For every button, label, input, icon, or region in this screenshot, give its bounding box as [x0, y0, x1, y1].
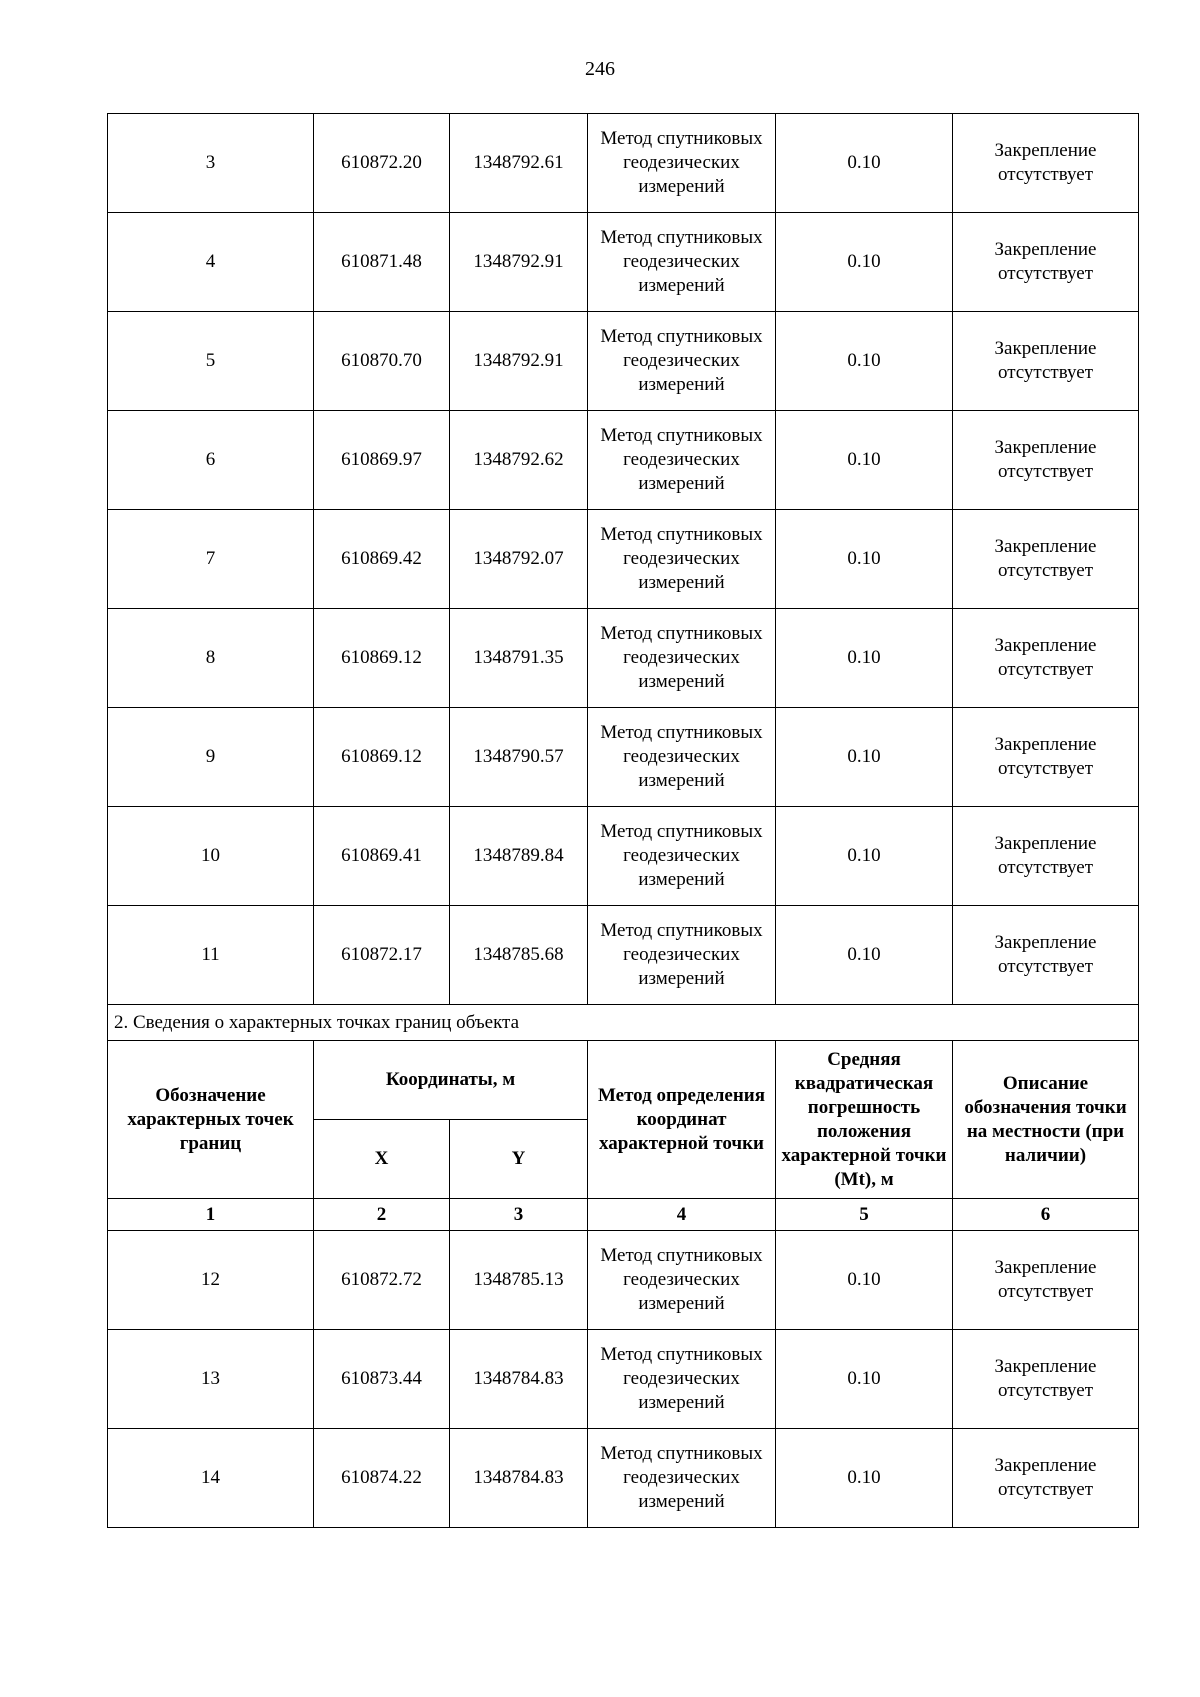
coordinate-y: 1348792.91 — [450, 312, 588, 411]
fixing-cell: Закрепление отсутствует — [953, 510, 1139, 609]
point-number: 5 — [108, 312, 314, 411]
error-cell: 0.10 — [776, 708, 953, 807]
column-number: 2 — [314, 1199, 450, 1231]
coordinate-y: 1348789.84 — [450, 807, 588, 906]
table-row — [108, 114, 1139, 213]
point-number: 3 — [108, 114, 314, 213]
fixing-cell: Закрепление отсутствует — [953, 213, 1139, 312]
point-number: 12 — [108, 1231, 314, 1330]
header-coordinates: Координаты, м — [314, 1041, 588, 1120]
fixing-cell: Закрепление отсутствует — [953, 114, 1139, 213]
fixing-cell: Закрепление отсутствует — [953, 312, 1139, 411]
point-number: 14 — [108, 1429, 314, 1528]
method-cell: Метод спутниковых геодезических измерений — [588, 906, 776, 1005]
method-cell: Метод спутниковых геодезических измерений — [588, 609, 776, 708]
fixing-cell: Закрепление отсутствует — [953, 906, 1139, 1005]
table-row — [108, 1429, 1139, 1528]
point-number: 6 — [108, 411, 314, 510]
fixing-cell: Закрепление отсутствует — [953, 411, 1139, 510]
error-cell: 0.10 — [776, 609, 953, 708]
fixing-cell: Закрепление отсутствует — [953, 609, 1139, 708]
method-cell: Метод спутниковых геодезических измерений — [588, 1429, 776, 1528]
table-body-bottom — [108, 1231, 1139, 1528]
section-title-row — [108, 1005, 1139, 1041]
coordinate-x: 610872.17 — [314, 906, 450, 1005]
header-error: Средняя квадратическая погрешность положения характерной точки (Mt), м — [776, 1041, 953, 1199]
table-row — [108, 1330, 1139, 1429]
coordinate-y: 1348785.68 — [450, 906, 588, 1005]
table-row — [108, 1231, 1139, 1330]
method-cell: Метод спутниковых геодезических измерений — [588, 1330, 776, 1429]
point-number: 9 — [108, 708, 314, 807]
method-cell: Метод спутниковых геодезических измерений — [588, 1231, 776, 1330]
coordinate-x: 610869.41 — [314, 807, 450, 906]
method-cell: Метод спутниковых геодезических измерений — [588, 114, 776, 213]
coordinate-x: 610872.20 — [314, 114, 450, 213]
table-row — [108, 213, 1139, 312]
coordinate-x: 610874.22 — [314, 1429, 450, 1528]
fixing-cell: Закрепление отсутствует — [953, 1231, 1139, 1330]
error-cell: 0.10 — [776, 510, 953, 609]
point-number: 11 — [108, 906, 314, 1005]
table-row — [108, 510, 1139, 609]
column-number: 3 — [450, 1199, 588, 1231]
error-cell: 0.10 — [776, 906, 953, 1005]
error-cell: 0.10 — [776, 1330, 953, 1429]
table-row — [108, 609, 1139, 708]
method-cell: Метод спутниковых геодезических измерений — [588, 411, 776, 510]
column-numbers-row — [108, 1199, 1139, 1231]
table-row — [108, 708, 1139, 807]
error-cell: 0.10 — [776, 114, 953, 213]
error-cell: 0.10 — [776, 213, 953, 312]
coordinate-y: 1348792.07 — [450, 510, 588, 609]
table-row — [108, 411, 1139, 510]
header-designation: Обозначение характерных точек границ — [108, 1041, 314, 1199]
fixing-cell: Закрепление отсутствует — [953, 807, 1139, 906]
table-row — [108, 807, 1139, 906]
column-number: 5 — [776, 1199, 953, 1231]
coordinate-x: 610869.97 — [314, 411, 450, 510]
point-number: 4 — [108, 213, 314, 312]
point-number: 8 — [108, 609, 314, 708]
method-cell: Метод спутниковых геодезических измерений — [588, 708, 776, 807]
coordinate-y: 1348784.83 — [450, 1330, 588, 1429]
coordinate-x: 610869.42 — [314, 510, 450, 609]
coordinate-x: 610869.12 — [314, 708, 450, 807]
coordinate-y: 1348785.13 — [450, 1231, 588, 1330]
coordinate-y: 1348792.61 — [450, 114, 588, 213]
column-number: 1 — [108, 1199, 314, 1231]
error-cell: 0.10 — [776, 312, 953, 411]
header-x: X — [314, 1120, 450, 1199]
coordinate-x: 610871.48 — [314, 213, 450, 312]
coordinate-x: 610872.72 — [314, 1231, 450, 1330]
fixing-cell: Закрепление отсутствует — [953, 708, 1139, 807]
table-body-top — [108, 114, 1139, 1005]
coordinate-y: 1348792.62 — [450, 411, 588, 510]
coordinate-y: 1348792.91 — [450, 213, 588, 312]
fixing-cell: Закрепление отсутствует — [953, 1429, 1139, 1528]
fixing-cell: Закрепление отсутствует — [953, 1330, 1139, 1429]
page-number: 246 — [585, 58, 615, 80]
error-cell: 0.10 — [776, 1231, 953, 1330]
table-row — [108, 312, 1139, 411]
column-number: 4 — [588, 1199, 776, 1231]
section-2 — [108, 1005, 1139, 1231]
method-cell: Метод спутниковых геодезических измерений — [588, 510, 776, 609]
boundary-points-table — [107, 113, 1139, 1528]
coordinate-y: 1348791.35 — [450, 609, 588, 708]
point-number: 13 — [108, 1330, 314, 1429]
section-title: 2. Сведения о характерных точках границ объекта — [108, 1005, 1139, 1041]
point-number: 10 — [108, 807, 314, 906]
table-row — [108, 906, 1139, 1005]
point-number: 7 — [108, 510, 314, 609]
coordinate-x: 610873.44 — [314, 1330, 450, 1429]
error-cell: 0.10 — [776, 1429, 953, 1528]
column-number: 6 — [953, 1199, 1139, 1231]
error-cell: 0.10 — [776, 411, 953, 510]
header-description: Описание обозначения точки на местности (при наличии) — [953, 1041, 1139, 1199]
method-cell: Метод спутниковых геодезических измерений — [588, 213, 776, 312]
method-cell: Метод спутниковых геодезических измерений — [588, 312, 776, 411]
method-cell: Метод спутниковых геодезических измерений — [588, 807, 776, 906]
header-method: Метод определения координат характерной точки — [588, 1041, 776, 1199]
header-y: Y — [450, 1120, 588, 1199]
coordinate-y: 1348784.83 — [450, 1429, 588, 1528]
header-row — [108, 1041, 1139, 1120]
error-cell: 0.10 — [776, 807, 953, 906]
coordinate-y: 1348790.57 — [450, 708, 588, 807]
coordinate-x: 610870.70 — [314, 312, 450, 411]
coordinate-x: 610869.12 — [314, 609, 450, 708]
